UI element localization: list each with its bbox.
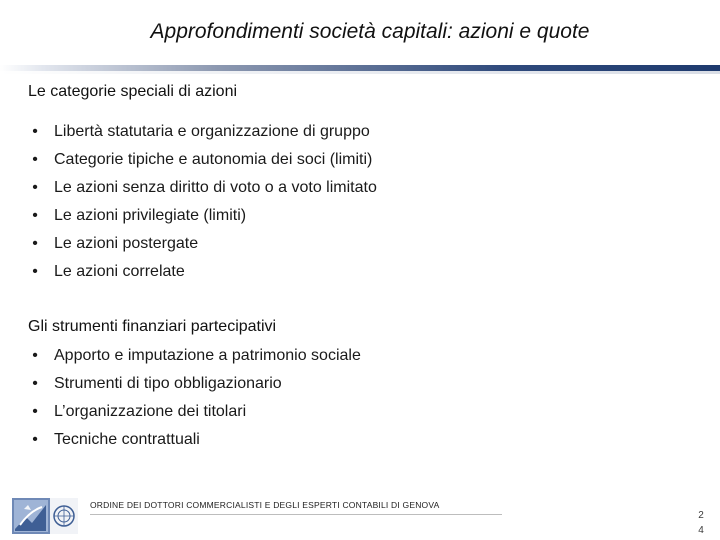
bullet-icon: •	[32, 263, 38, 280]
organization-logo-icon	[12, 497, 88, 535]
bullet-icon: •	[32, 347, 38, 364]
slide-title: Approfondimenti società capitali: azioni e quote	[150, 20, 590, 43]
title-divider-shadow	[0, 71, 720, 74]
bullet-icon: •	[32, 123, 38, 140]
section-heading-strumenti: Gli strumenti finanziari partecipativi	[28, 318, 277, 335]
page-number: 2 4	[698, 510, 704, 536]
bullet-icon: •	[32, 235, 38, 252]
bullet-icon: •	[32, 179, 38, 196]
footer-organization-name: ORDINE DEI DOTTORI COMMERCIALISTI E DEGLI ESPERTI CONTABILI DI GENOVA	[90, 500, 502, 515]
bullet-icon: •	[32, 431, 38, 448]
section-heading-categorie: Le categorie speciali di azioni	[28, 83, 238, 100]
bullet-icon: •	[32, 403, 38, 420]
bullet-icon: •	[32, 151, 38, 168]
bullet-icon: •	[32, 207, 38, 224]
bullet-icon: •	[32, 375, 38, 392]
